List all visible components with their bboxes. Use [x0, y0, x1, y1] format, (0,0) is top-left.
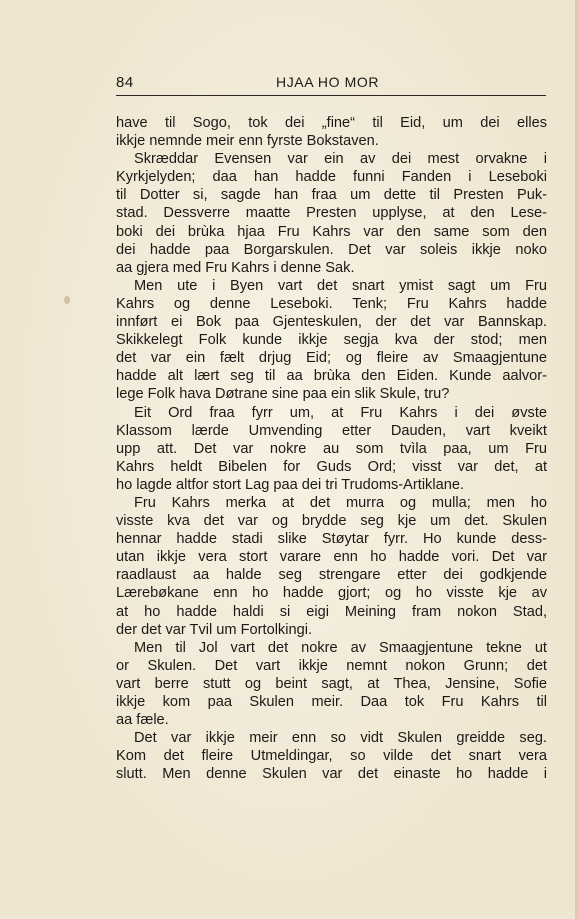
text-line: at ho hadde haldi si eigi Meining fram nokon Stad, [116, 603, 547, 620]
text-line: Kyrkjelyden; daa han hadde funni Fanden i Leseboki [116, 169, 547, 186]
text-line: der det var Tvil um Fortolkingi. [116, 621, 313, 638]
paper-stain [64, 296, 70, 304]
text-line: ikkje kom paa Skulen meir. Daa tok Fru Kahrs til [116, 694, 547, 710]
text-line: dei hadde paa Borgarskulen. Det var soleis ikkje noko [116, 241, 547, 258]
text-line: have til Sogo, tok dei „fine“ til Eid, um dei elles [116, 115, 547, 131]
body-text [116, 114, 547, 783]
text-line: Kom det fleire Utmeldingar, so vilde det snart vera [116, 748, 547, 765]
text-line: or Skulen. Det vart ikkje nemnt nokon Grunn; det [116, 657, 547, 674]
text-line: upp att. Det var nokre au som tvìla paa, um Fru [116, 440, 547, 457]
text-line: Men ute i Byen vart det snart ymist sagt um Fru [134, 277, 547, 294]
text-line: aa fæle. [116, 712, 169, 729]
text-line: lege Folk hava Døtrane sine paa ein slik Skule, tru? [116, 386, 450, 403]
text-line: Skikkelegt Folk kunde ikkje segja kva der stod; men [116, 332, 547, 349]
text-line: Fru Kahrs merka at det murra og mulla; men ho [134, 494, 547, 511]
text-line: raadlaust aa halde seg strengare etter dei godkjende [116, 567, 547, 584]
text-line: hadde alt lært seg til aa brùka den Eiden. Kunde aalvor- [116, 368, 547, 385]
text-line: Eit Ord fraa fyrr um, at Fru Kahrs i dei øvste [134, 404, 547, 421]
text-line: aa gjera med Fru Kahrs i denne Sak. [116, 259, 355, 276]
text-line: til Dotter si, sagde han fraa um dette til Presten Puk- [116, 187, 547, 204]
text-line: Klassom lærde Umvending etter Dauden, vart kveikt [116, 422, 547, 439]
text-line: ho lagde altfor stort Lag paa dei tri Trudoms-Artiklane. [116, 476, 464, 493]
text-line: Kahrs og denne Leseboki. Tenk; Fru Kahrs hadde [116, 295, 547, 312]
page-number: 84 [116, 74, 134, 91]
text-line: det var ein fælt drjug Eid; og fleire av Smaagjentune [116, 350, 547, 367]
text-line: visste kva det var og brydde seg kje um det. Skulen [116, 513, 547, 530]
page-header [116, 74, 546, 96]
text-line: Skræddar Evensen var ein av dei mest orvakne i [134, 151, 547, 168]
running-head: HJAA HO MOR [276, 74, 380, 90]
text-line: vart berre stutt og beint sagt, at Thea, Jensine, Sofie [116, 675, 547, 692]
text-line: Det var ikkje meir enn so vidt Skulen greidde seg. [134, 730, 547, 747]
text-line: stad. Dessverre maatte Presten upplyse, at den Lese- [116, 205, 547, 222]
header-rule [116, 95, 546, 96]
text-line: Men til Jol vart det nokre av Smaagjentune tekne ut [134, 639, 547, 656]
text-line: utan ikkje vera stort varare enn ho hadde vori. Det var [116, 549, 547, 566]
text-line: Lærebøkane enn ho hadde gjort; og ho visste kje av [116, 585, 547, 602]
text-line: innført ei Bok paa Gjenteskulen, der det var Bannskap. [116, 314, 547, 331]
text-line: ikkje nemnde meir enn fyrste Bokstaven. [116, 133, 379, 150]
text-line: boki dei brùka hjaa Fru Kahrs var den same som den [116, 223, 547, 240]
text-line: slutt. Men denne Skulen var det einaste ho hadde i [116, 766, 547, 783]
text-line: hennar hadde stadi slike Støytar fyrr. Ho kunde dess- [116, 531, 547, 548]
text-line: Kahrs heldt Bibelen for Guds Ord; visst var det, at [116, 458, 547, 475]
